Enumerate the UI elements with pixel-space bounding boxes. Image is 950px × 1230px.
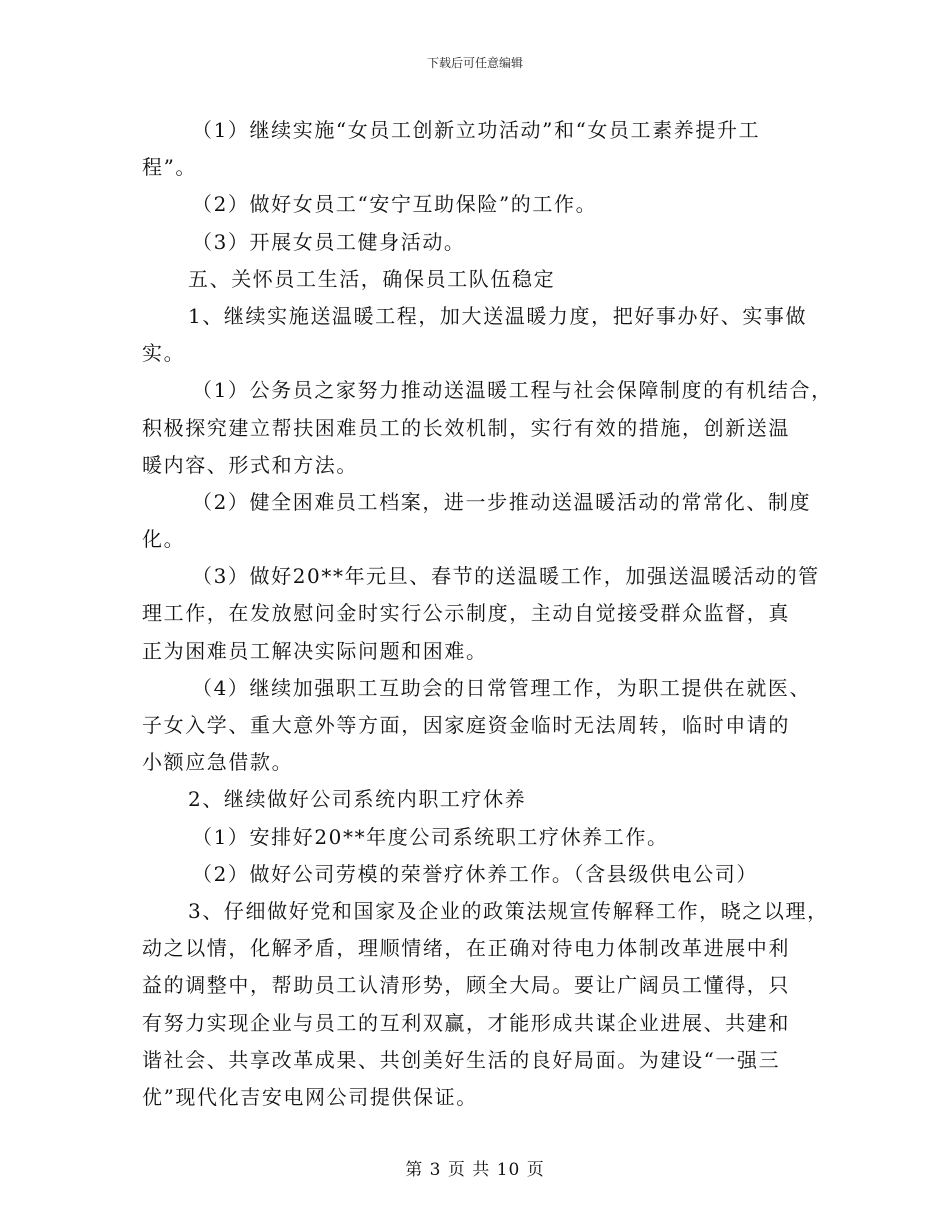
paragraph-line: （1）安排好20**年度公司系统职工疗休养工作。 xyxy=(192,824,669,849)
paragraph-line: （1）公务员之家努力推动送温暖工程与社会保障制度的有机结合， xyxy=(192,378,833,403)
paragraph-line: （2）健全困难员工档案，进一步推动送温暖活动的常常化、制度 xyxy=(192,489,812,514)
paragraph-line: 3、仔细做好党和国家及企业的政策法规宣传解释工作，晓之以理， xyxy=(188,898,829,923)
paragraph-line: （2）做好公司劳模的荣誉疗休养工作。（含县级供电公司） xyxy=(192,861,758,886)
document-body xyxy=(142,112,832,1116)
paragraph-line: 益的调整中，帮助员工认清形势，顾全大局。要让广阔员工懂得，只 xyxy=(142,973,790,998)
paragraph-line: 小额应急借款。 xyxy=(142,750,294,775)
paragraph-line: （3）做好20**年元旦、春节的送温暖工作，加强送温暖活动的管 xyxy=(192,564,820,589)
paragraph-line: 子女入学、重大意外等方面，因家庭资金临时无法周转，临时申请的 xyxy=(142,713,790,737)
section-heading: 五、关怀员工生活，确保员工队伍稳定 xyxy=(188,266,556,291)
paragraph-line: （1）继续实施“女员工创新立功活动”和“女员工素养提升工 xyxy=(192,118,761,142)
paragraph-line: （3）开展女员工健身活动。 xyxy=(192,229,466,254)
page-number: 第 3 页 共 10 页 xyxy=(405,1160,545,1180)
paragraph-line: 谐社会、共享改革成果、共创美好生活的良好局面。为建设“一强三 xyxy=(142,1047,781,1072)
paragraph-line: 理工作，在发放慰问金时实行公示制度，主动自觉接受群众监督，真 xyxy=(142,601,790,626)
paragraph-line: 化。 xyxy=(142,527,186,552)
paragraph-line: （2）做好女员工“安宁互助保险”的工作。 xyxy=(192,192,598,217)
paragraph-line: 实。 xyxy=(142,341,186,366)
paragraph-line: 优”现代化吉安电网公司提供保证。 xyxy=(142,1084,478,1109)
paragraph-line: （4）继续加强职工互助会的日常管理工作，为职工提供在就医、 xyxy=(192,675,812,700)
paragraph-line: 程”。 xyxy=(142,155,198,180)
paragraph-line: 1、继续实施送温暖工程，加大送温暖力度，把好事办好、实事做 xyxy=(188,303,808,328)
section-heading: 2、继续做好公司系统内职工疗休养 xyxy=(188,787,527,812)
paragraph-line: 积极探究建立帮扶困难员工的长效机制，实行有效的措施，创新送温 xyxy=(142,415,790,440)
header-note: 下载后可任意编辑 xyxy=(426,56,523,70)
paragraph-line: 动之以情，化解矛盾，理顺情绪，在正确对待电力体制改革进展中利 xyxy=(142,936,790,961)
paragraph-line: 暖内容、形式和方法。 xyxy=(142,452,358,477)
paragraph-line: 正为困难员工解决实际问题和困难。 xyxy=(142,638,488,663)
paragraph-line: 有努力实现企业与员工的互利双赢，才能形成共谋企业进展、共建和 xyxy=(142,1010,790,1035)
